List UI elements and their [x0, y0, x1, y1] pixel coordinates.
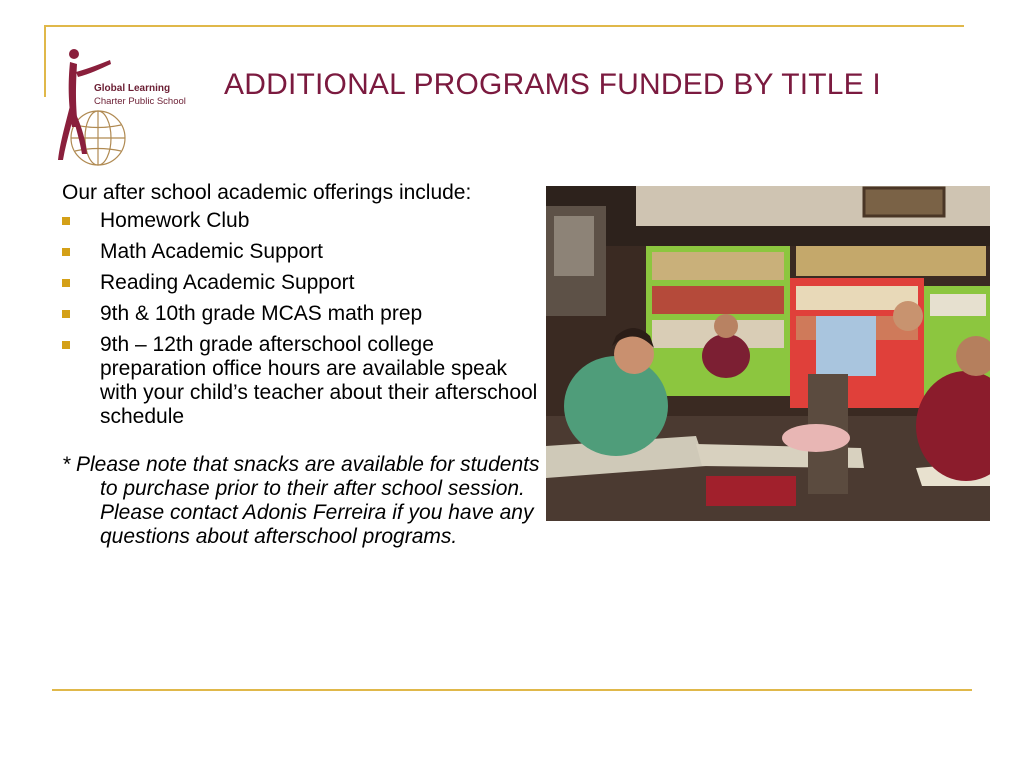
bullet-icon: [62, 248, 70, 256]
snack-note: * Please note that snacks are available for students to purchase prior to their after school session. Please contact Adonis Ferreira if you have any questions about afterschool programs.: [62, 453, 540, 548]
list-item: [62, 209, 542, 233]
logo-line2: Charter Public School: [94, 96, 186, 107]
list-item: [62, 302, 542, 326]
list-item: [62, 240, 542, 264]
list-item-label: Reading Academic Support: [100, 271, 355, 294]
list-item-label: Homework Club: [100, 209, 250, 232]
bottom-border-line: [52, 689, 972, 691]
list-item: [62, 271, 542, 295]
logo-line1: Global Learning: [94, 83, 171, 94]
list-item-label: Math Academic Support: [100, 240, 323, 263]
left-border-line: [44, 25, 46, 97]
intro-text: Our after school academic offerings include:: [62, 181, 472, 204]
offerings-list: [62, 209, 542, 429]
page-title: ADDITIONAL PROGRAMS FUNDED BY TITLE I: [224, 68, 881, 101]
list-item-label: 9th – 12th grade afterschool college preparation office hours are available speak with your child’s teacher about their afterschool schedule: [100, 333, 538, 428]
top-border-line: [44, 25, 964, 27]
program-content: [62, 181, 542, 549]
list-item: [62, 333, 542, 429]
bullet-icon: [62, 341, 70, 349]
bullet-icon: [62, 217, 70, 225]
classroom-photo: [546, 186, 990, 521]
logo-text: [94, 82, 186, 108]
bullet-icon: [62, 310, 70, 318]
list-item-label: 9th & 10th grade MCAS math prep: [100, 302, 423, 325]
bullet-icon: [62, 279, 70, 287]
